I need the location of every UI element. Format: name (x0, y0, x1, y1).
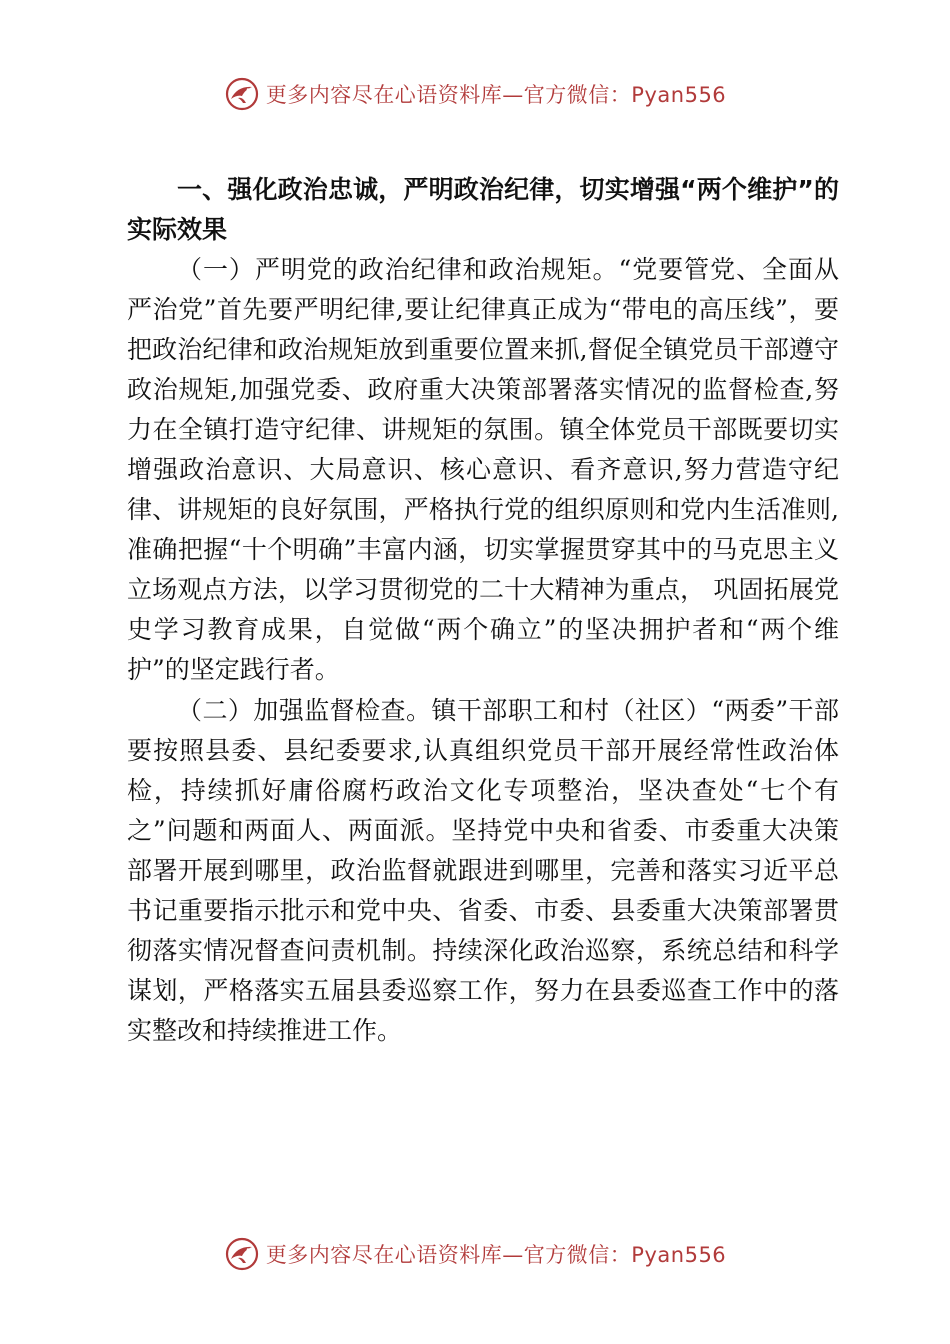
bird-logo-icon (224, 1236, 260, 1272)
paragraph: （二）加强监督检查。镇干部职工和村（社区）“两委”干部要按照县委、县纪委要求,认真组织党员干部开展经常性政治体检，持续抓好庸俗腐朽政治文化专项整治，坚决查处“七个有之”问题和两面人、两面派。坚持党中央和省委、市委重大决策部署开展到哪里，政治监督就跟进到哪里，完善和落实习近平总书记重要指示批示和党中央、省委、市委、县委重大决策部署贯彻落实情况督查问责机制。持续深化政治巡察，系统总结和科学谋划，严格落实五届县委巡察工作，努力在县委巡查工作中的落实整改和持续推进工作。 (127, 696, 839, 1045)
footer-watermark (0, 1234, 950, 1274)
document-body (127, 170, 839, 1052)
watermark-text: 更多内容尽在心语资料库—官方微信：Pyan556 (265, 83, 727, 107)
bird-logo-icon (224, 76, 260, 112)
watermark-text: 更多内容尽在心语资料库—官方微信：Pyan556 (265, 1243, 727, 1267)
section-heading: 一、强化政治忠诚，严明政治纪律，切实增强“两个维护”的实际效果 (127, 175, 839, 244)
paragraph: （一）严明党的政治纪律和政治规矩。“党要管党、全面从严治党”首先要严明纪律,要让纪律真正成为“带电的高压线”，要把政治纪律和政治规矩放到重要位置来抓,督促全镇党员干部遵守政治规矩,加强党委、政府重大决策部署落实情况的监督检查,努力在全镇打造守纪律、讲规矩的氛围。镇全体党员干部既要切实增强政治意识、大局意识、核心意识、看齐意识,努力营造守纪律、讲规矩的良好氛围，严格执行党的组织原则和党内生活准则,准确把握“十个明确”丰富内涵，切实掌握贯穿其中的马克思主义立场观点方法，以学习贯彻党的二十大精神为重点， 巩固拓展党史学习教育成果，自觉做“两个确立”的坚决拥护者和“两个维护”的坚定践行者。 (127, 255, 839, 684)
header-watermark (0, 74, 950, 114)
